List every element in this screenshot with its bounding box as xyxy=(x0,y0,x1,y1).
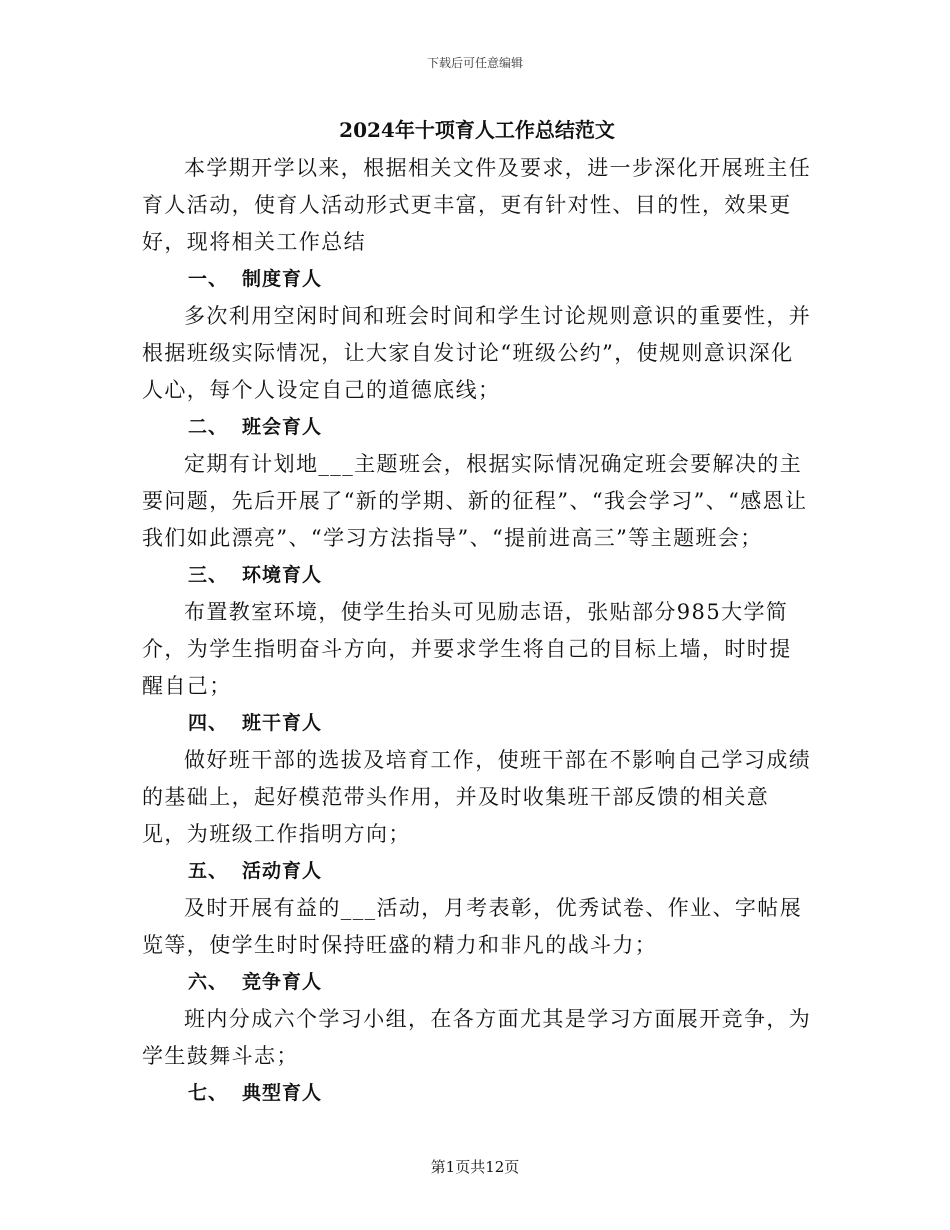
section-title: 班干育人 xyxy=(242,712,323,734)
section-number: 一、 xyxy=(188,268,229,290)
section-title: 活动育人 xyxy=(242,860,323,882)
section-number: 五、 xyxy=(188,860,229,882)
section-heading xyxy=(142,409,812,446)
section-title: 典型育人 xyxy=(242,1082,323,1104)
section-title: 环境育人 xyxy=(242,564,323,586)
section-heading xyxy=(142,261,812,298)
section-heading xyxy=(142,853,812,890)
section-number: 二、 xyxy=(188,416,229,438)
section-title: 班会育人 xyxy=(242,416,323,438)
section-heading xyxy=(142,964,812,1001)
document-title: 2024年十项育人工作总结范文 xyxy=(339,118,615,142)
section-title: 竞争育人 xyxy=(242,971,323,993)
section-title: 制度育人 xyxy=(242,268,323,290)
section-number: 七、 xyxy=(188,1082,229,1104)
section-number: 三、 xyxy=(188,564,229,586)
document-body xyxy=(142,112,812,1112)
section-heading xyxy=(142,557,812,594)
page-footer: 第1页共12页 xyxy=(430,1158,520,1176)
section-heading xyxy=(142,1075,812,1112)
intro-paragraph: 本学期开学以来，根据相关文件及要求，进一步深化开展班主任育人活动，使育人活动形式更丰富，更有针对性、目的性，效果更好，现将相关工作总结 xyxy=(142,156,812,254)
header-note: 下载后可任意编辑 xyxy=(426,56,523,70)
section-paragraph: 定期有计划地___主题班会，根据实际情况确定班会要解决的主要问题，先后开展了“新的学期、新的征程”、“我会学习”、“感恩让我们如此漂亮”、“学习方法指导”、“提前进高三”等主题班会； xyxy=(142,452,808,550)
section-heading xyxy=(142,705,812,742)
section-number: 六、 xyxy=(188,971,229,993)
section-paragraph: 及时开展有益的___活动，月考表彰，优秀试卷、作业、字帖展览等，使学生时时保持旺盛的精力和非凡的战斗力； xyxy=(142,896,803,957)
section-paragraph: 做好班干部的选拔及培育工作，使班干部在不影响自己学习成绩的基础上，起好模范带头作用，并及时收集班干部反馈的相关意见，为班级工作指明方向； xyxy=(142,748,812,846)
section-number: 四、 xyxy=(188,712,229,734)
section-paragraph: 布置教室环境，使学生抬头可见励志语，张贴部分985大学简介，为学生指明奋斗方向，并要求学生将自己的目标上墙，时时提醒自己； xyxy=(142,600,792,698)
section-paragraph: 多次利用空闲时间和班会时间和学生讨论规则意识的重要性，并根据班级实际情况，让大家自发讨论“班级公约”，使规则意识深化人心，每个人设定自己的道德底线； xyxy=(142,304,812,402)
section-paragraph: 班内分成六个学习小组，在各方面尤其是学习方面展开竞争，为学生鼓舞斗志； xyxy=(142,1007,812,1068)
